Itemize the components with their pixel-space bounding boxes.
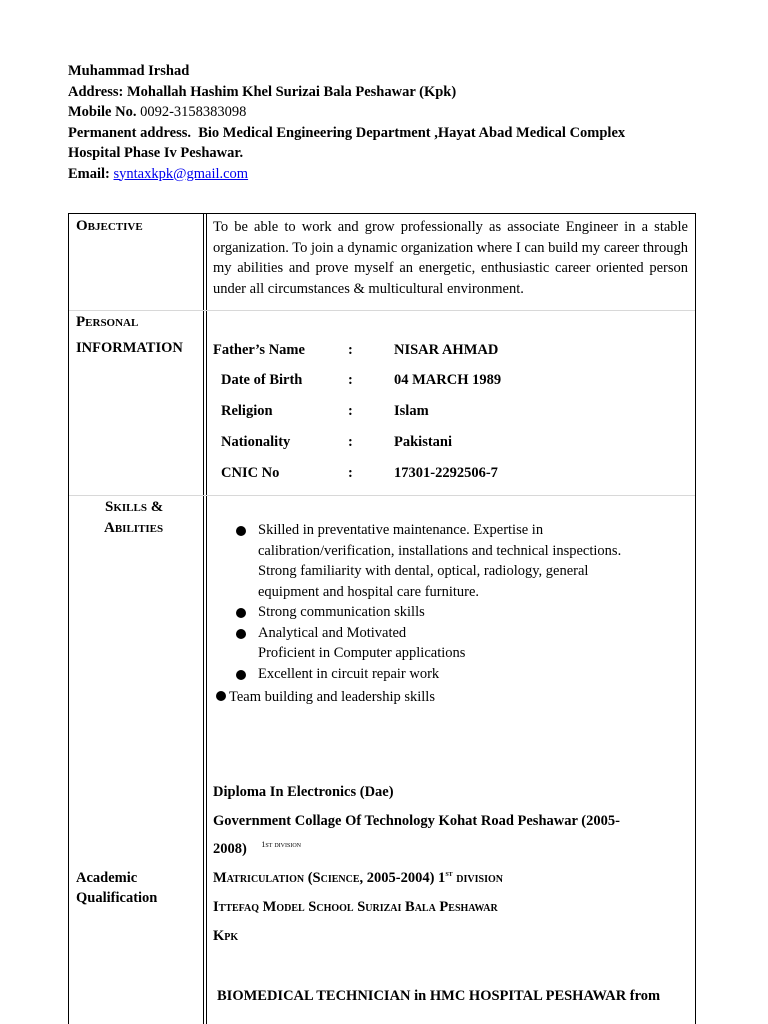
school-line: Ittefaq Model School Surizai Bala Peshawar: [213, 899, 498, 915]
skills-label: Skills &: [105, 499, 164, 515]
abilities-label: Abilities: [104, 520, 164, 536]
college-line: Government Collage Of Technology Kohat Road Peshawar (2005-: [213, 813, 620, 829]
academic-label: Academic: [76, 870, 138, 886]
bullet-icon: [216, 691, 226, 701]
contact-header: [68, 61, 708, 184]
cnic-sep: :: [348, 465, 353, 481]
table-right-border: [695, 213, 696, 1024]
table-column-divider: [203, 213, 204, 1024]
father-name-value: NISAR AHMAD: [394, 342, 499, 358]
objective-label: Objective: [76, 218, 143, 234]
permanent-address-line: Permanent address. Bio Medical Engineering Department ,Hayat Abad Medical Complex: [68, 124, 626, 141]
experience-line: BIOMEDICAL TECHNICIAN in HMC HOSPITAL PESHAWAR from: [217, 988, 661, 1004]
list-item: Excellent in circuit repair work: [232, 664, 652, 685]
personal-label: Personal: [76, 314, 139, 330]
list-item-continuation: Proficient in Computer applications: [258, 645, 466, 661]
skills-list: [232, 520, 652, 684]
religion-value: Islam: [394, 403, 429, 419]
list-item: Strong communication skills: [232, 602, 652, 623]
dob-sep: :: [348, 372, 353, 388]
list-item: Skilled in preventative maintenance. Expertise in calibration/verification, installations and technical inspections. Strong familiarity with dental, optical, radiology, general equipment and hospital care furniture.: [232, 520, 652, 602]
applicant-name: Muhammad Irshad: [68, 63, 190, 79]
bullet-icon: [236, 629, 246, 639]
father-name-key: Father’s Name: [213, 342, 305, 358]
row-divider-objective: [69, 310, 695, 311]
nationality-value: Pakistani: [394, 434, 453, 450]
table-top-border: [68, 213, 696, 214]
mobile-line: Mobile No. 0092-3158383098: [68, 104, 247, 120]
list-item: Analytical and Motivated: [232, 623, 652, 644]
matriculation-line: Matriculation (Science, 2005-2004) 1st division: [213, 869, 503, 886]
nationality-sep: :: [348, 434, 353, 450]
bullet-icon: [236, 526, 246, 536]
objective-text: To be able to work and grow professionally as associate Engineer in a stable organization. To join a dynamic organization where I can build my career through my abilities and prove myself an energetic, enthusiastic career oriented person under all circumstances & multicultural environment.: [213, 219, 688, 297]
college-line-2: 2008) $^{1st division}$: [213, 840, 302, 857]
row-divider-personal: [69, 495, 695, 496]
information-label: INFORMATION: [76, 340, 183, 356]
table-column-divider-2: [206, 213, 207, 1024]
religion-sep: :: [348, 403, 353, 419]
dob-key: Date of Birth: [221, 372, 303, 388]
dob-value: 04 MARCH 1989: [394, 372, 502, 388]
qualification-label: Qualification: [76, 890, 158, 906]
cnic-key: CNIC No: [221, 465, 280, 481]
cnic-value: 17301-2292506-7: [394, 465, 498, 481]
diploma-title: Diploma In Electronics (Dae): [213, 784, 394, 800]
email-link[interactable]: syntaxkpk@gmail.com: [113, 165, 249, 182]
address-line: Address: Mohallah Hashim Khel Surizai Bala Peshawar (Kpk): [68, 83, 457, 100]
permanent-address-line-2: Hospital Phase Iv Peshawar.: [68, 145, 244, 161]
bullet-icon: [236, 670, 246, 680]
email-line: Email: syntaxkpk@gmail.com: [68, 165, 249, 182]
bullet-icon: [236, 608, 246, 618]
nationality-key: Nationality: [221, 434, 291, 450]
school-line-2: Kpk: [213, 928, 239, 944]
list-item: Team building and leadership skills: [216, 689, 435, 706]
table-left-border: [68, 213, 69, 1024]
father-name-sep: :: [348, 342, 353, 358]
religion-key: Religion: [221, 403, 273, 419]
